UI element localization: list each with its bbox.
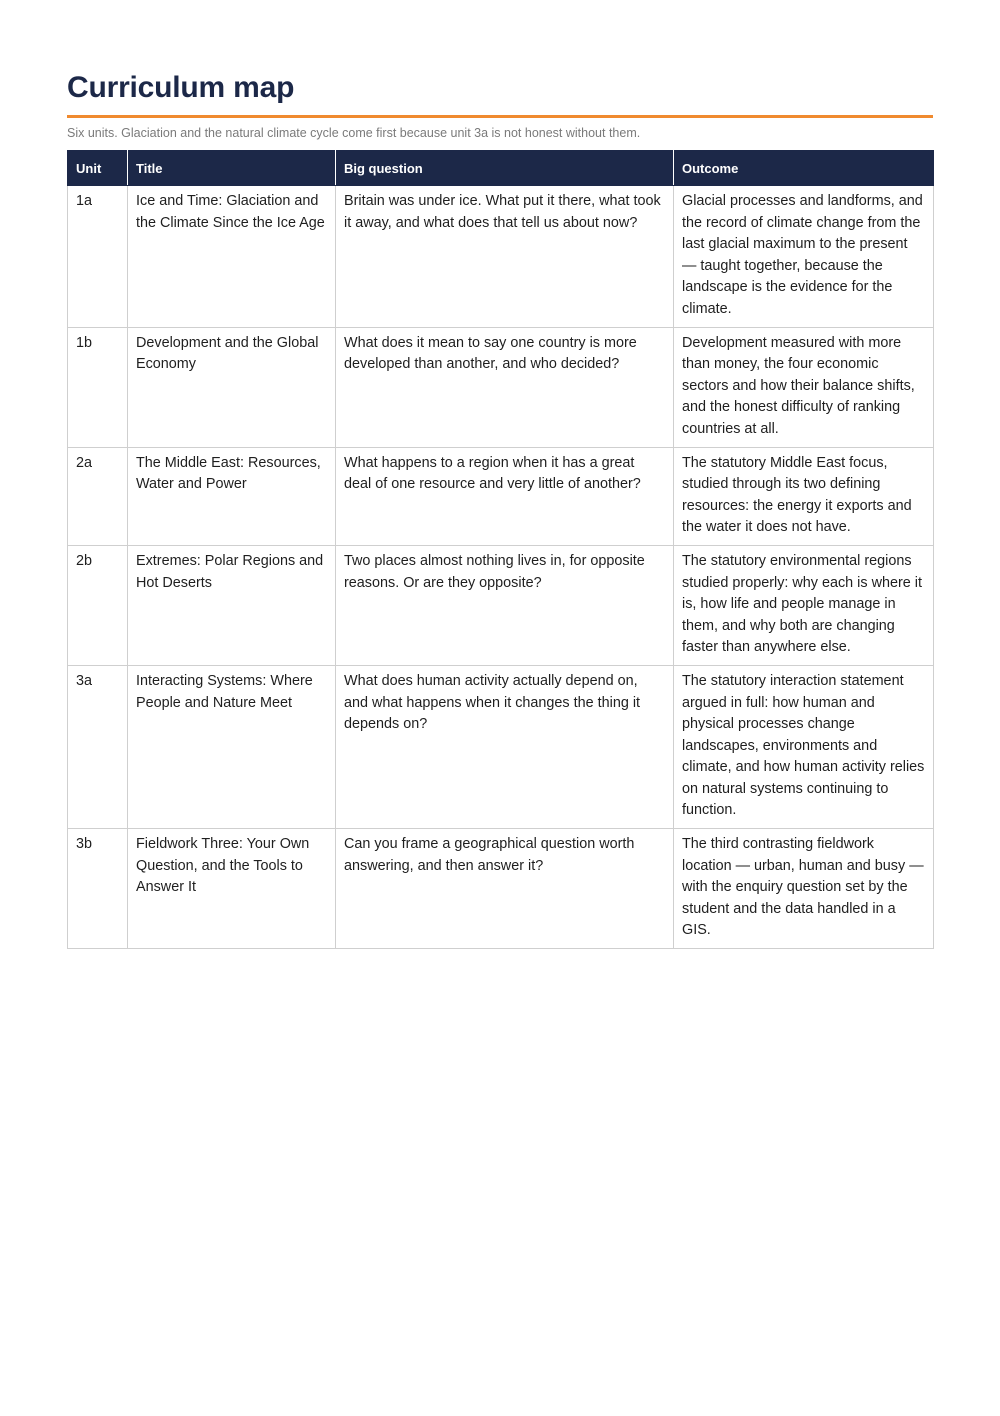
unit-cell: 1b: [68, 327, 128, 447]
title-cell: Ice and Time: Glaciation and the Climate Since the Ice Age: [128, 186, 336, 328]
table-row: [68, 829, 934, 949]
unit-cell: 2b: [68, 545, 128, 665]
title-cell: The Middle East: Resources, Water and Power: [128, 447, 336, 545]
outcome-cell: The third contrasting fieldwork location — urban, human and busy — with the enquiry question set by the student and the data handled in a GIS.: [674, 829, 934, 949]
table-row: [68, 186, 934, 328]
title-cell: Extremes: Polar Regions and Hot Deserts: [128, 545, 336, 665]
table-header-row: [68, 151, 934, 186]
table-row: [68, 545, 934, 665]
question-cell: What does it mean to say one country is more developed than another, and who decided?: [336, 327, 674, 447]
question-cell: Can you frame a geographical question worth answering, and then answer it?: [336, 829, 674, 949]
outcome-cell: The statutory interaction statement argued in full: how human and physical processes change landscapes, environments and climate, and how human activity relies on natural systems continuing to function.: [674, 665, 934, 828]
table-row: [68, 665, 934, 828]
table-row: [68, 327, 934, 447]
curriculum-table: [67, 150, 934, 949]
title-cell: Fieldwork Three: Your Own Question, and the Tools to Answer It: [128, 829, 336, 949]
title-cell: Development and the Global Economy: [128, 327, 336, 447]
outcome-cell: Glacial processes and landforms, and the record of climate change from the last glacial maximum to the present — taught together, because the landscape is the evidence for the climate.: [674, 186, 934, 328]
unit-cell: 2a: [68, 447, 128, 545]
outcome-cell: The statutory Middle East focus, studied through its two defining resources: the energy it exports and the water it does not have.: [674, 447, 934, 545]
outcome-cell: The statutory environmental regions studied properly: why each is where it is, how life and people manage in them, and why both are changing faster than anywhere else.: [674, 545, 934, 665]
question-cell: Two places almost nothing lives in, for opposite reasons. Or are they opposite?: [336, 545, 674, 665]
column-header-outcome: Outcome: [674, 151, 934, 186]
unit-cell: 3a: [68, 665, 128, 828]
title-cell: Interacting Systems: Where People and Nature Meet: [128, 665, 336, 828]
unit-cell: 1a: [68, 186, 128, 328]
outcome-cell: Development measured with more than money, the four economic sectors and how their balance shifts, and the honest difficulty of ranking countries at all.: [674, 327, 934, 447]
column-header-unit: Unit: [68, 151, 128, 186]
page-title: Curriculum map: [67, 71, 295, 104]
unit-cell: 3b: [68, 829, 128, 949]
column-header-big-question: Big question: [336, 151, 674, 186]
question-cell: What does human activity actually depend on, and what happens when it changes the thing it depends on?: [336, 665, 674, 828]
column-header-title: Title: [128, 151, 336, 186]
question-cell: Britain was under ice. What put it there, what took it away, and what does that tell us about now?: [336, 186, 674, 328]
question-cell: What happens to a region when it has a great deal of one resource and very little of another?: [336, 447, 674, 545]
intro-text: Six units. Glaciation and the natural climate cycle come first because unit 3a is not honest without them.: [67, 126, 641, 140]
table-row: [68, 447, 934, 545]
title-underline-rule: [67, 115, 933, 118]
